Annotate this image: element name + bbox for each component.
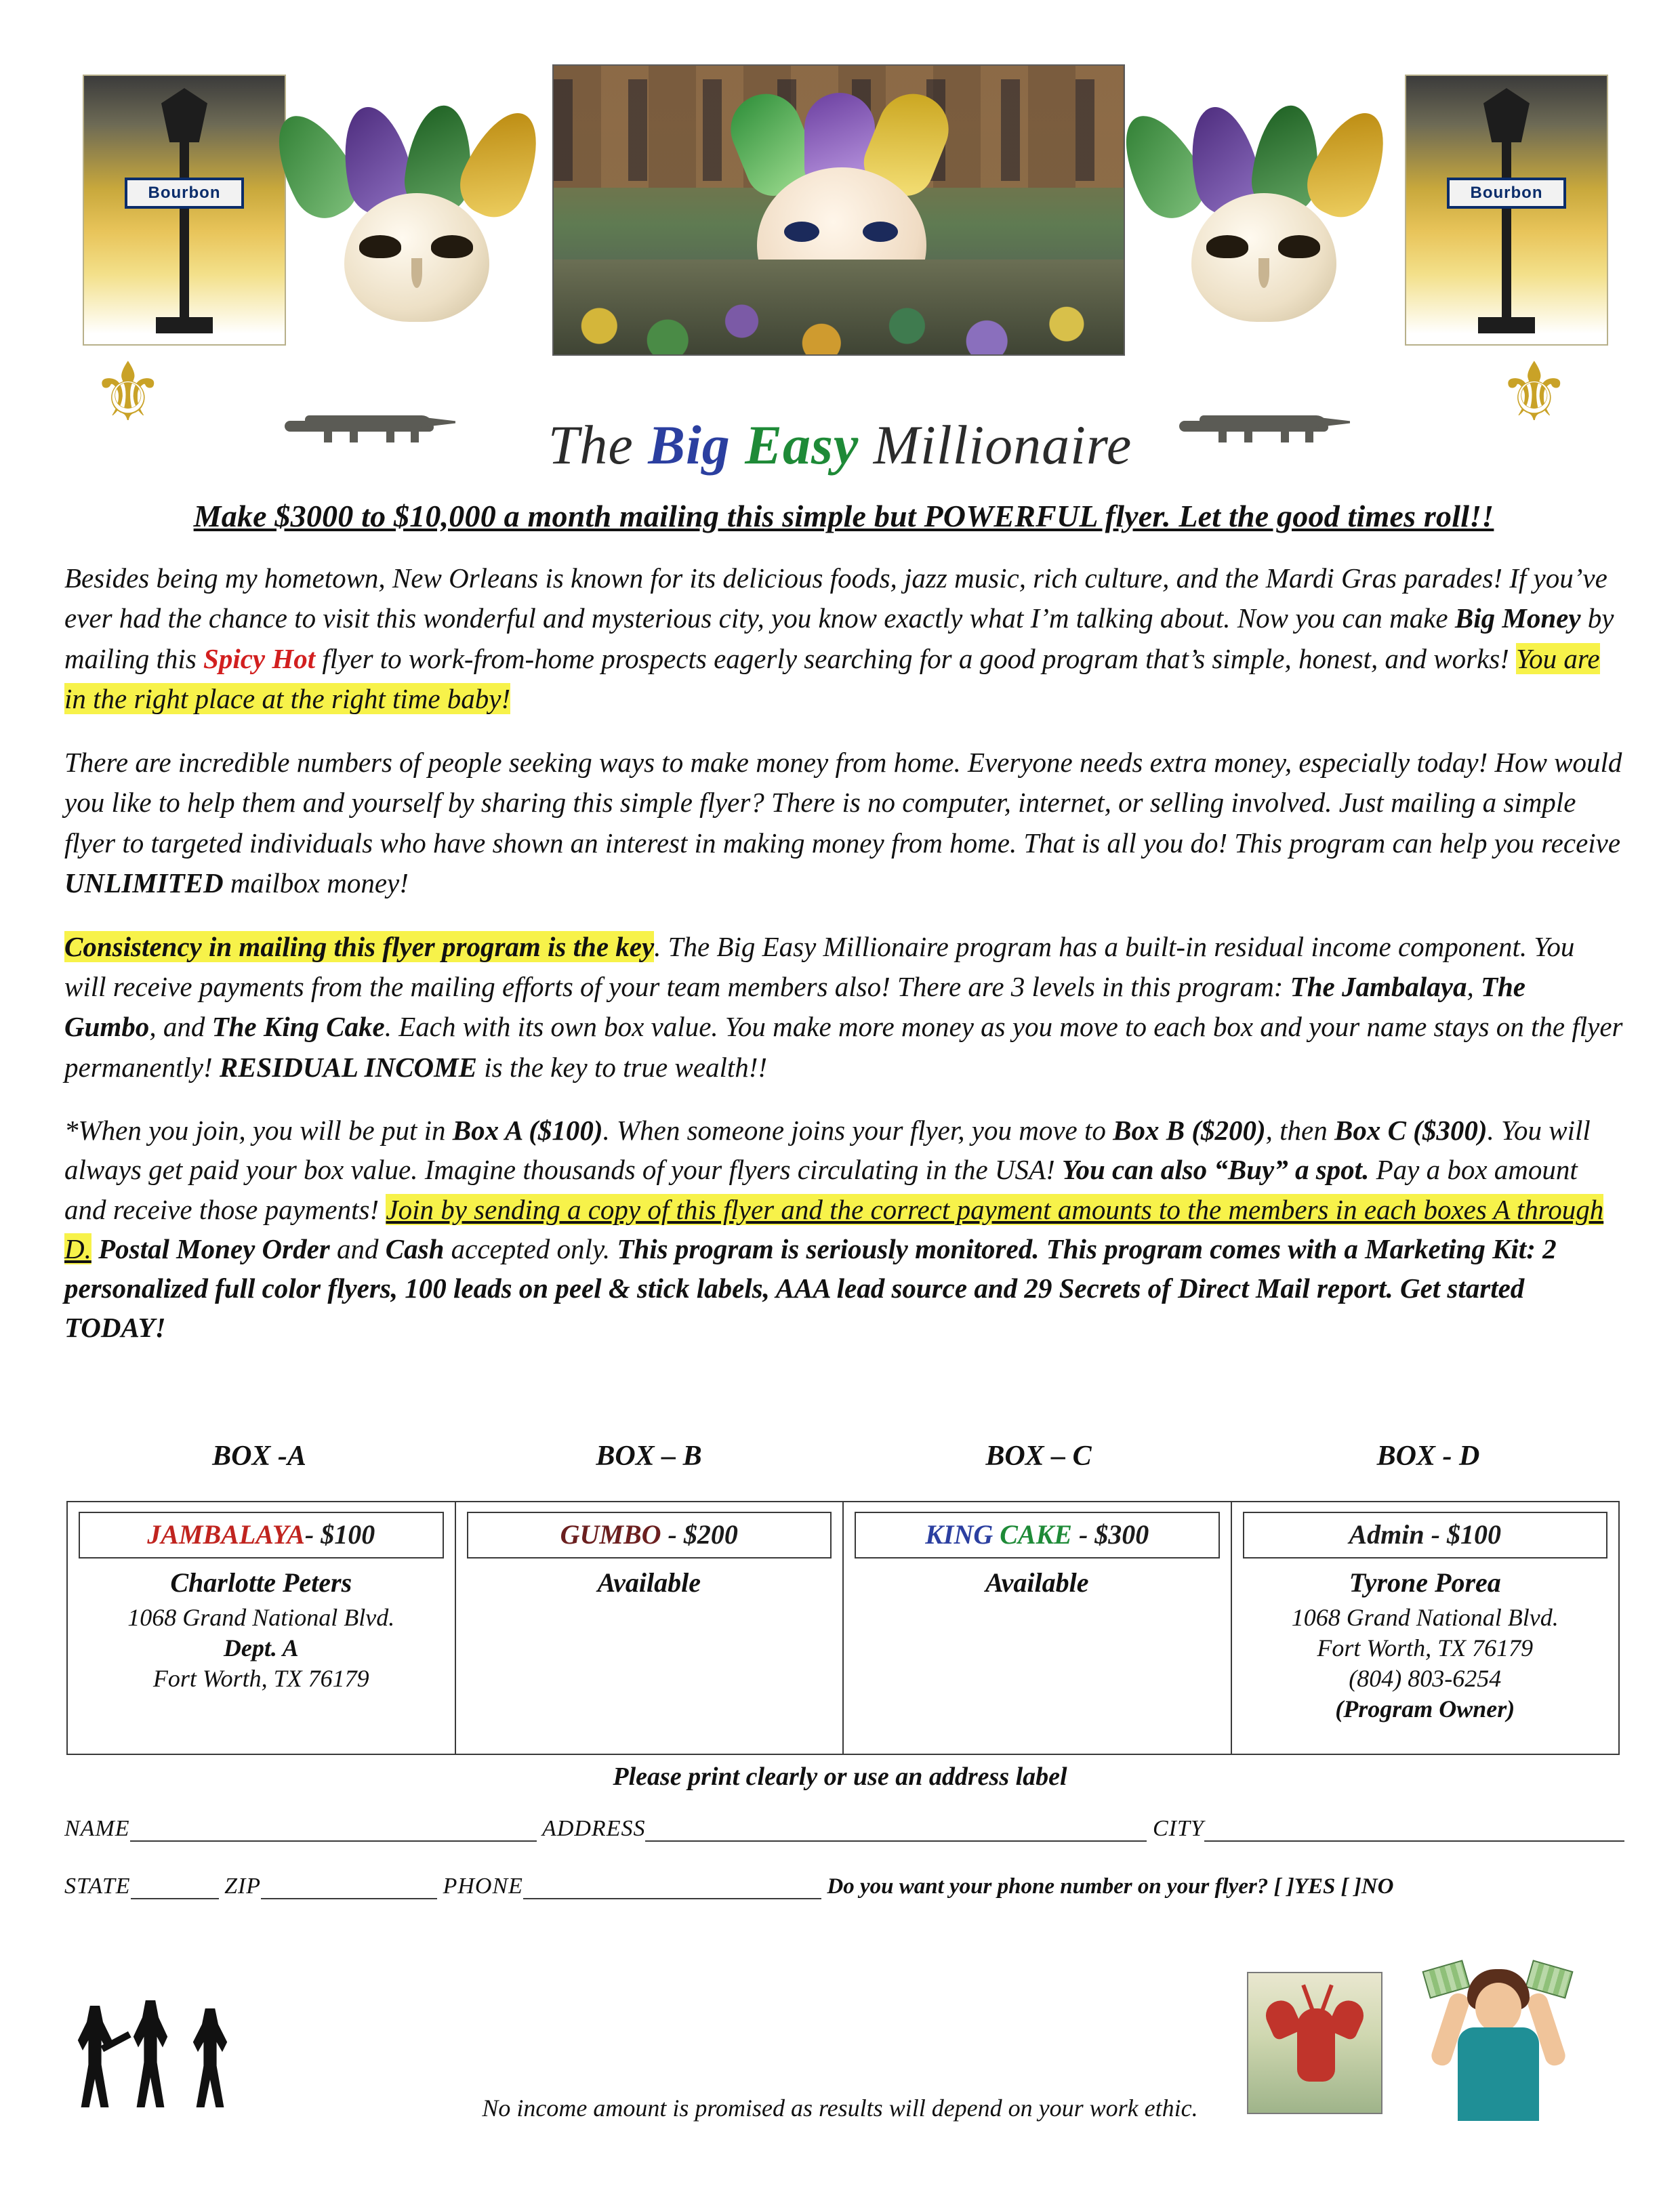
p4-text-h: accepted only. [444, 1233, 617, 1264]
zip-label: ZIP [224, 1874, 262, 1899]
phone-label: PHONE [443, 1874, 523, 1899]
bourbon-street-lamp-icon-left [83, 75, 286, 346]
p4-text-f [91, 1233, 98, 1264]
paragraph-2 [64, 743, 1623, 904]
p1-text-b: by mailing this [64, 602, 1614, 674]
p3-level-jambalaya: The Jambalaya [1290, 970, 1467, 1002]
box-a-address-line-3: Fort Worth, TX 76179 [152, 1665, 369, 1692]
bourbon-street-sign-label: Bourbon [125, 178, 244, 209]
title-word-big: Big [648, 414, 731, 476]
p4-buy-a-spot: You can also “Buy” a spot. [1061, 1154, 1370, 1186]
box-a-tag-name: JAMBALAYA [147, 1519, 305, 1550]
phone-input[interactable] [523, 1876, 821, 1899]
p3-text-b: . Each with its own box value. You make more money as you move to each box and your name stays on the flyer permanently! [64, 1011, 1623, 1083]
box-d-tag-name: Admin [1349, 1519, 1425, 1550]
headline: Make $3000 to $10,000 a month mailing this simple but POWERFUL flyer. Let the good times roll!! [193, 499, 1494, 533]
city-label: CITY [1152, 1816, 1204, 1841]
state-input[interactable] [131, 1876, 219, 1899]
box-c-tag-name-2: CAKE [1000, 1519, 1072, 1550]
box-d-tag [1243, 1512, 1608, 1559]
p4-text-g: and [329, 1233, 386, 1264]
p1-text-a: Besides being my hometown, New Orleans is known for its delicious foods, jazz music, rich culture, and the Mardi Gras parades! If you’ve ever had the chance to visit this wonderful and mysterious city, you know exactly what I’m talking about. Now you can make [64, 562, 1607, 634]
box-label-b: BOX – B [596, 1441, 702, 1472]
fleur-de-lis-icon-left: ⚜ [91, 348, 165, 438]
p3-residual-income: RESIDUAL INCOME [219, 1051, 477, 1083]
p1-spicy-hot: Spicy Hot [203, 642, 316, 674]
p2-text-b: mailbox money! [223, 867, 409, 899]
box-d-tag-amount: - $100 [1424, 1519, 1501, 1550]
p4-highlight-join: Join by sending a copy of this flyer and the correct payment amounts to the members in each boxes A through D. [64, 1193, 1604, 1264]
p3-sep-2: , and [149, 1011, 212, 1043]
state-label: STATE [64, 1874, 131, 1899]
box-a-tag-amount: - $100 [304, 1519, 375, 1550]
p3-sep-1: , [1467, 970, 1481, 1002]
box-d-address-line-1: 1068 Grand National Blvd. [1291, 1604, 1559, 1631]
box-b-member-name: Available [597, 1567, 701, 1598]
zip-input[interactable] [261, 1876, 437, 1899]
p3-highlight: Consistency in mailing this flyer program is the key [64, 930, 655, 962]
p1-text-c: flyer to work-from-home prospects eagerly searching for a good program that’s simple, honest, and works! [315, 642, 1517, 674]
box-c-member-name: Available [985, 1567, 1089, 1598]
p4-text-e: Pay a box amount and receive those payments! [64, 1154, 1578, 1225]
name-input[interactable] [130, 1819, 537, 1842]
p2-unlimited: UNLIMITED [64, 867, 224, 899]
box-d-cell [1232, 1502, 1619, 1754]
box-a-tag [79, 1512, 444, 1559]
form-row-1 [64, 1816, 1623, 1842]
box-d-phone: (804) 803-6254 [1349, 1665, 1502, 1692]
box-a-address-line-1: 1068 Grand National Blvd. [127, 1604, 395, 1631]
box-d-program-owner-note: (Program Owner) [1335, 1695, 1515, 1722]
jester-mask-icon-right [1152, 105, 1376, 335]
box-d-member-name: Tyrone Porea [1349, 1567, 1501, 1598]
jester-mask-icon-left [305, 105, 529, 335]
address-label: ADDRESS [542, 1816, 646, 1841]
flyer-body [64, 498, 1623, 1371]
fleur-de-lis-icon-right: ⚜ [1498, 348, 1571, 438]
print-clearly-note: Please print clearly or use an address label [613, 1762, 1067, 1791]
box-a-cell [68, 1502, 456, 1754]
header-image-strip [0, 64, 1680, 356]
p4-cash: Cash [385, 1233, 445, 1264]
paragraph-1 [64, 558, 1623, 720]
box-b-tag-name: GUMBO [560, 1519, 661, 1550]
box-d-address-line-2: Fort Worth, TX 76179 [1317, 1634, 1534, 1661]
box-c-tag-name-1: KING [925, 1519, 993, 1550]
p3-level-gumbo: The Gumbo [64, 970, 1525, 1043]
box-label-c: BOX – C [985, 1441, 1092, 1472]
lamp-base [156, 317, 213, 333]
lamp-lantern [1483, 88, 1530, 142]
p4-box-b: Box B ($200) [1113, 1115, 1266, 1147]
p4-box-c: Box C ($300) [1334, 1115, 1488, 1147]
phone-on-flyer-question[interactable]: Do you want your phone number on your flyer? [ ]YES [ ]NO [827, 1874, 1394, 1899]
page-title [0, 413, 1680, 477]
box-labels-row [64, 1440, 1623, 1472]
p4-marketing-kit: This program is seriously monitored. This program comes with a Marketing Kit: 2 personalized full color flyers, 100 leads on peel & stick labels, AAA lead source and 29 Secrets of Direct Mail report. Get started TODAY! [64, 1233, 1557, 1344]
address-input[interactable] [645, 1819, 1147, 1842]
p2-text-a: There are incredible numbers of people seeking ways to make money from home. Everyone needs extra money, especially today! How would you like to help them and yourself by sharing this simple flyer? There is no computer, internet, or selling involved. Just mailing a simple flyer to targeted individuals who have shown an interest in making money from home. That is all you do! This program can help you receive [64, 746, 1622, 859]
income-disclaimer: No income amount is promised as results will depend on your work ethic. [482, 2094, 1198, 2122]
p4-postal-money-order: Postal Money Order [98, 1233, 330, 1264]
box-c-tag [855, 1512, 1220, 1559]
p3-level-king-cake: The King Cake [211, 1011, 385, 1043]
jazz-band-silhouette-icon [75, 1992, 264, 2107]
box-label-d: BOX - D [1376, 1441, 1480, 1472]
p4-box-a: Box A ($100) [452, 1115, 603, 1147]
box-a-address-line-2: Dept. A [223, 1634, 299, 1661]
bourbon-street-sign-label: Bourbon [1447, 178, 1566, 209]
box-b-tag-amount: - $200 [661, 1519, 738, 1550]
title-word-easy: Easy [745, 414, 859, 476]
p4-text-d: . You will always get paid your box value. Imagine thousands of your flyers circulating in the USA! [64, 1115, 1591, 1186]
paragraph-3 [64, 927, 1623, 1088]
member-boxes-table [66, 1501, 1620, 1755]
title-word-the: The [548, 414, 634, 476]
paragraph-4 [64, 1111, 1623, 1347]
title-word-millionaire: Millionaire [873, 414, 1132, 476]
name-label: NAME [64, 1816, 130, 1841]
p3-text-a: . The Big Easy Millionaire program has a built-in residual income component. You will receive payments from the mailing efforts of your team members also! There are 3 levels in this program: [64, 930, 1575, 1002]
lamp-base [1478, 317, 1535, 333]
p1-highlight: You are in the right place at the right time baby! [64, 642, 1600, 715]
p3-text-c: is the key to true wealth!! [476, 1051, 768, 1083]
box-c-tag-amount: - $300 [1071, 1519, 1149, 1550]
p4-text-a: *When you join, you will be put in [64, 1115, 453, 1147]
box-a-member-name: Charlotte Peters [170, 1567, 352, 1598]
p1-big-money: Big Money [1454, 602, 1581, 634]
p4-text-b: . When someone joins your flyer, you move to [602, 1115, 1113, 1147]
box-c-cell [844, 1502, 1232, 1754]
box-b-tag [467, 1512, 832, 1559]
box-label-a: BOX -A [212, 1441, 306, 1472]
box-b-cell [456, 1502, 844, 1754]
city-input[interactable] [1204, 1819, 1624, 1842]
bourbon-street-lamp-icon-right [1405, 75, 1608, 346]
crawfish-photo [1247, 1972, 1382, 2114]
form-row-2 [64, 1874, 1623, 1899]
lamp-lantern [161, 88, 207, 142]
mardi-gras-parade-photo [552, 64, 1125, 356]
p4-text-c: , then [1265, 1115, 1334, 1147]
